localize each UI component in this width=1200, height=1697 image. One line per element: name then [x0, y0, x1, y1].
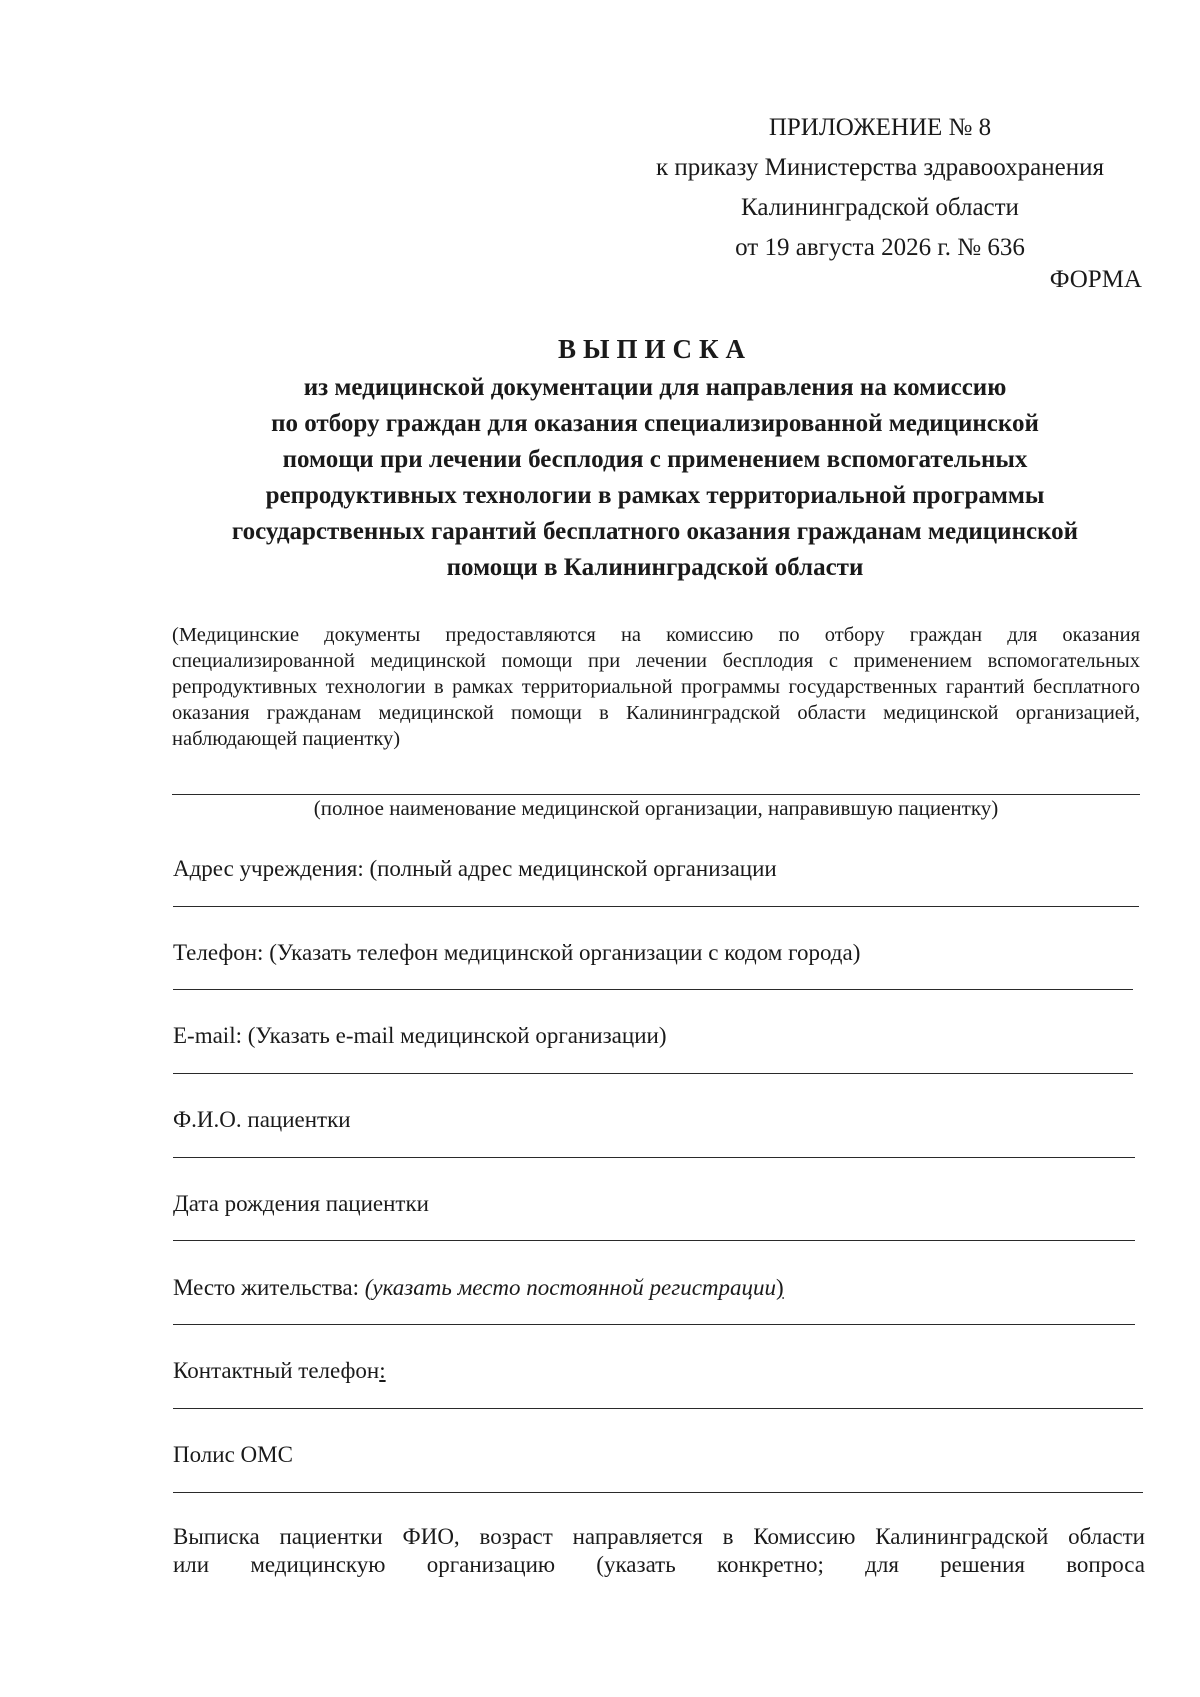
- final-line-2: или медицинскую организацию (указать конкретно; для решения вопроса: [173, 1552, 1145, 1577]
- phone-label: Телефон: (Указать телефон медицинской организации с кодом города): [173, 940, 861, 965]
- subtitle-line-6: помощи в Калининградской области: [446, 554, 864, 581]
- final-line-1: Выписка пациентки ФИО, возраст направляется в Комиссию Калининградской области: [173, 1524, 1145, 1549]
- address-line: [173, 906, 1139, 907]
- residence-label-text: Место жительства:: [173, 1275, 359, 1300]
- approval-block: [620, 108, 1140, 268]
- subtitle-line-4: репродуктивных технологии в рамках территориальной программы: [265, 482, 1045, 509]
- subtitle-line-2: по отбору граждан для оказания специализированной медицинской: [271, 410, 1039, 437]
- form-label: ФОРМА: [1049, 266, 1142, 293]
- approval-line-4: от 19 августа 2026 г. № 636: [735, 234, 1025, 261]
- patient-fio-line: [173, 1157, 1135, 1158]
- org-name-line: [172, 794, 1140, 795]
- subtitle-line-5: государственных гарантий бесплатного оказания гражданам медицинской: [231, 518, 1079, 545]
- intro-note: (Медицинские документы предоставляются на комиссию по отбору граждан для оказания специализированной медицинской помощи при лечении бесплодия с применением вспомогательных репродуктивных технологии в рамках территориальной программы государственных гарантий бесплатного оказания гражданам медицинской помощи в Калининградской области медицинской организацией, наблюдающей пациентку): [172, 624, 1140, 750]
- approval-line-2: к приказу Министерства здравоохранения: [655, 154, 1105, 181]
- approval-line-3: Калининградской области: [741, 194, 1019, 221]
- subtitle-line-1: из медицинской документации для направления на комиссию: [303, 374, 1007, 401]
- patient-fio-label: Ф.И.О. пациентки: [173, 1107, 351, 1132]
- oms-policy-line: [173, 1492, 1143, 1493]
- birth-date-label: Дата рождения пациентки: [173, 1191, 429, 1216]
- residence-hint-close: ): [776, 1275, 784, 1300]
- contact-phone-label-text: Контактный телефон: [173, 1358, 380, 1383]
- document-title: ВЫПИСКА: [557, 334, 753, 364]
- oms-policy-label: Полис ОМС: [173, 1442, 293, 1467]
- email-label: E-mail: (Указать e-mail медицинской организации): [173, 1023, 667, 1048]
- subtitle-line-3: помощи при лечении бесплодия с применением вспомогательных: [282, 446, 1028, 473]
- contact-phone-colon: :: [379, 1358, 386, 1383]
- residence-label: [173, 1275, 784, 1301]
- final-paragraph: [173, 1523, 1145, 1579]
- approval-line-1: ПРИЛОЖЕНИЕ № 8: [768, 114, 992, 141]
- residence-line: [173, 1324, 1135, 1325]
- address-label: Адрес учреждения: (полный адрес медицинской организации: [173, 856, 777, 881]
- document-subtitle: [170, 370, 1140, 586]
- org-name-caption: (полное наименование медицинской организации, направившую пациентку): [313, 796, 999, 820]
- birth-date-line: [173, 1240, 1135, 1241]
- contact-phone-label: [173, 1358, 386, 1384]
- phone-line: [173, 989, 1133, 990]
- residence-hint: (указать место постоянной регистрации: [364, 1275, 777, 1300]
- contact-phone-line: [173, 1408, 1143, 1409]
- email-line: [173, 1073, 1133, 1074]
